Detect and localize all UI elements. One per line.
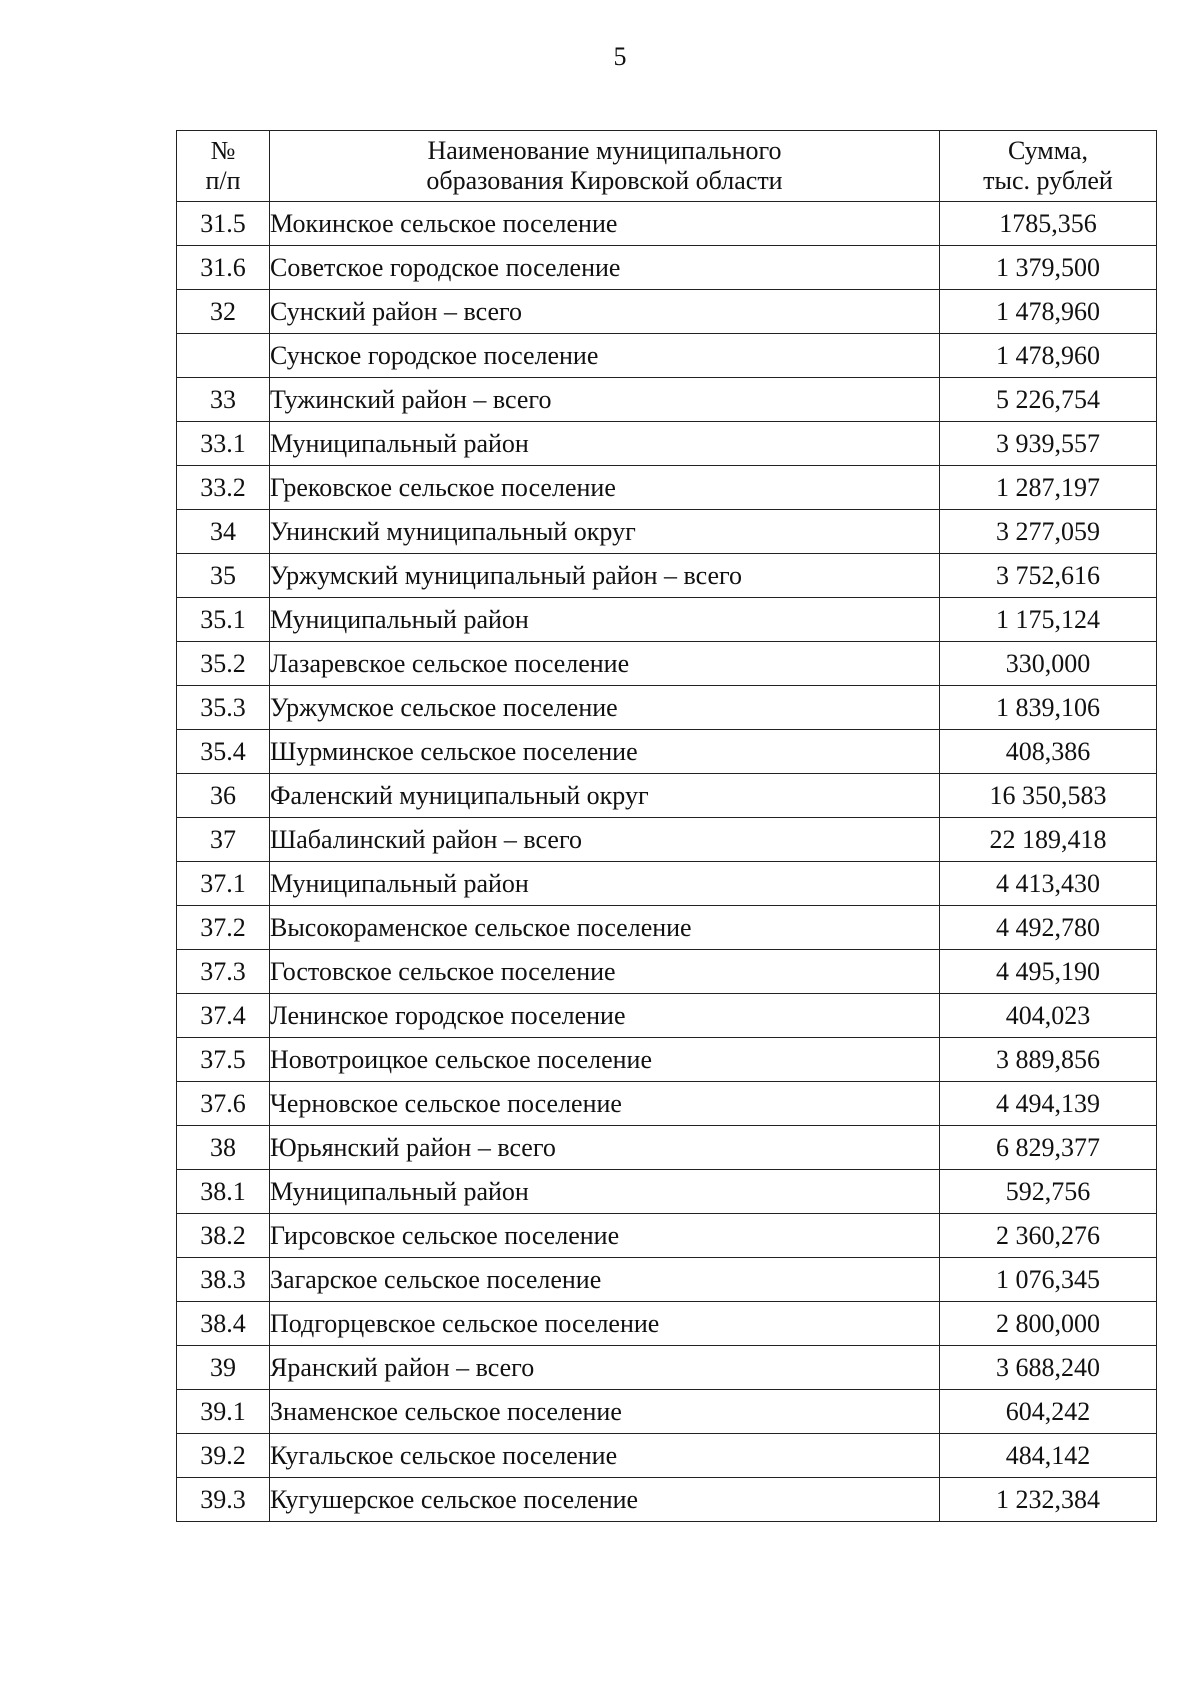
header-sum-line2: тыс. рублей bbox=[983, 166, 1113, 195]
row-number: 35.3 bbox=[177, 686, 270, 730]
municipality-name: Гостовское сельское поселение bbox=[270, 950, 940, 994]
header-number-line1: № bbox=[210, 136, 236, 165]
municipality-name: Высокораменское сельское поселение bbox=[270, 906, 940, 950]
row-number: 31.6 bbox=[177, 246, 270, 290]
amount-value: 1 478,960 bbox=[940, 334, 1157, 378]
municipality-name: Муниципальный район bbox=[270, 862, 940, 906]
row-number: 39.3 bbox=[177, 1478, 270, 1522]
municipality-name: Загарское сельское поселение bbox=[270, 1258, 940, 1302]
row-number: 33.2 bbox=[177, 466, 270, 510]
table-row bbox=[177, 1478, 1157, 1522]
municipality-name: Яранский район – всего bbox=[270, 1346, 940, 1390]
row-number: 38 bbox=[177, 1126, 270, 1170]
table-row bbox=[177, 1170, 1157, 1214]
table-row bbox=[177, 598, 1157, 642]
municipality-name: Шабалинский район – всего bbox=[270, 818, 940, 862]
amount-value: 1 287,197 bbox=[940, 466, 1157, 510]
table-row bbox=[177, 246, 1157, 290]
municipality-name: Уржумский муниципальный район – всего bbox=[270, 554, 940, 598]
table-row bbox=[177, 994, 1157, 1038]
amount-value: 3 889,856 bbox=[940, 1038, 1157, 1082]
table-header-row bbox=[177, 131, 1157, 202]
amount-value: 604,242 bbox=[940, 1390, 1157, 1434]
row-number: 31.5 bbox=[177, 202, 270, 246]
row-number: 35 bbox=[177, 554, 270, 598]
municipality-name: Грековское сельское поселение bbox=[270, 466, 940, 510]
table-row bbox=[177, 1346, 1157, 1390]
municipality-name: Шурминское сельское поселение bbox=[270, 730, 940, 774]
amount-value: 1785,356 bbox=[940, 202, 1157, 246]
amount-value: 1 478,960 bbox=[940, 290, 1157, 334]
municipality-name: Советское городское поселение bbox=[270, 246, 940, 290]
municipality-name: Унинский муниципальный округ bbox=[270, 510, 940, 554]
amount-value: 592,756 bbox=[940, 1170, 1157, 1214]
municipality-name: Гирсовское сельское поселение bbox=[270, 1214, 940, 1258]
header-name-line2: образования Кировской области bbox=[426, 166, 783, 195]
municipality-name: Кугушерское сельское поселение bbox=[270, 1478, 940, 1522]
amount-value: 1 232,384 bbox=[940, 1478, 1157, 1522]
header-name bbox=[270, 131, 940, 202]
amount-value: 3 939,557 bbox=[940, 422, 1157, 466]
municipality-name: Фаленский муниципальный округ bbox=[270, 774, 940, 818]
municipality-name: Юрьянский район – всего bbox=[270, 1126, 940, 1170]
header-name-line1: Наименование муниципального bbox=[427, 136, 782, 165]
amount-value: 1 379,500 bbox=[940, 246, 1157, 290]
row-number: 38.4 bbox=[177, 1302, 270, 1346]
row-number: 32 bbox=[177, 290, 270, 334]
municipality-name: Уржумское сельское поселение bbox=[270, 686, 940, 730]
municipality-name: Муниципальный район bbox=[270, 422, 940, 466]
row-number: 38.1 bbox=[177, 1170, 270, 1214]
amount-value: 3 752,616 bbox=[940, 554, 1157, 598]
table-row bbox=[177, 730, 1157, 774]
amount-value: 330,000 bbox=[940, 642, 1157, 686]
table-row bbox=[177, 1302, 1157, 1346]
municipality-name: Лазаревское сельское поселение bbox=[270, 642, 940, 686]
table-row bbox=[177, 554, 1157, 598]
row-number: 38.2 bbox=[177, 1214, 270, 1258]
table-row bbox=[177, 818, 1157, 862]
row-number: 37.4 bbox=[177, 994, 270, 1038]
municipality-name: Черновское сельское поселение bbox=[270, 1082, 940, 1126]
amount-value: 4 494,139 bbox=[940, 1082, 1157, 1126]
table-row bbox=[177, 1082, 1157, 1126]
amount-value: 4 492,780 bbox=[940, 906, 1157, 950]
table-row bbox=[177, 686, 1157, 730]
municipality-name: Знаменское сельское поселение bbox=[270, 1390, 940, 1434]
table-row bbox=[177, 290, 1157, 334]
row-number: 34 bbox=[177, 510, 270, 554]
row-number: 38.3 bbox=[177, 1258, 270, 1302]
municipality-name: Мокинское сельское поселение bbox=[270, 202, 940, 246]
table-row bbox=[177, 510, 1157, 554]
table-row bbox=[177, 642, 1157, 686]
row-number: 37.1 bbox=[177, 862, 270, 906]
row-number: 39.2 bbox=[177, 1434, 270, 1478]
table-row bbox=[177, 1126, 1157, 1170]
municipality-name: Сунский район – всего bbox=[270, 290, 940, 334]
row-number: 37.2 bbox=[177, 906, 270, 950]
municipality-name: Подгорцевское сельское поселение bbox=[270, 1302, 940, 1346]
row-number: 33.1 bbox=[177, 422, 270, 466]
table-row bbox=[177, 774, 1157, 818]
table-row bbox=[177, 466, 1157, 510]
table-row bbox=[177, 202, 1157, 246]
amount-value: 22 189,418 bbox=[940, 818, 1157, 862]
header-sum-line1: Сумма, bbox=[1007, 136, 1089, 165]
amount-value: 1 175,124 bbox=[940, 598, 1157, 642]
amount-value: 3 688,240 bbox=[940, 1346, 1157, 1390]
row-number: 35.1 bbox=[177, 598, 270, 642]
row-number: 37.3 bbox=[177, 950, 270, 994]
table-row bbox=[177, 334, 1157, 378]
table-row bbox=[177, 1390, 1157, 1434]
amount-value: 408,386 bbox=[940, 730, 1157, 774]
amount-value: 4 413,430 bbox=[940, 862, 1157, 906]
amount-value: 2 360,276 bbox=[940, 1214, 1157, 1258]
table-row bbox=[177, 378, 1157, 422]
row-number: 37.6 bbox=[177, 1082, 270, 1126]
row-number bbox=[177, 334, 270, 378]
header-number bbox=[177, 131, 270, 202]
row-number: 37.5 bbox=[177, 1038, 270, 1082]
row-number: 37 bbox=[177, 818, 270, 862]
allocation-table bbox=[176, 130, 1157, 1522]
municipality-name: Кугальское сельское поселение bbox=[270, 1434, 940, 1478]
amount-value: 2 800,000 bbox=[940, 1302, 1157, 1346]
municipality-name: Муниципальный район bbox=[270, 598, 940, 642]
header-number-line2: п/п bbox=[205, 166, 241, 195]
municipality-name: Ленинское городское поселение bbox=[270, 994, 940, 1038]
row-number: 35.2 bbox=[177, 642, 270, 686]
amount-value: 404,023 bbox=[940, 994, 1157, 1038]
amount-value: 16 350,583 bbox=[940, 774, 1157, 818]
municipality-name: Муниципальный район bbox=[270, 1170, 940, 1214]
amount-value: 1 839,106 bbox=[940, 686, 1157, 730]
table-row bbox=[177, 950, 1157, 994]
row-number: 39 bbox=[177, 1346, 270, 1390]
municipality-name: Сунское городское поселение bbox=[270, 334, 940, 378]
row-number: 33 bbox=[177, 378, 270, 422]
amount-value: 6 829,377 bbox=[940, 1126, 1157, 1170]
table-row bbox=[177, 422, 1157, 466]
header-sum bbox=[940, 131, 1157, 202]
amount-value: 5 226,754 bbox=[940, 378, 1157, 422]
page-number: 5 bbox=[613, 42, 627, 71]
row-number: 35.4 bbox=[177, 730, 270, 774]
amount-value: 3 277,059 bbox=[940, 510, 1157, 554]
amount-value: 4 495,190 bbox=[940, 950, 1157, 994]
table-row bbox=[177, 1038, 1157, 1082]
table-body bbox=[177, 202, 1157, 1522]
municipality-name: Новотроицкое сельское поселение bbox=[270, 1038, 940, 1082]
row-number: 39.1 bbox=[177, 1390, 270, 1434]
municipality-name: Тужинский район – всего bbox=[270, 378, 940, 422]
table-row bbox=[177, 1214, 1157, 1258]
table-row bbox=[177, 906, 1157, 950]
table-row bbox=[177, 862, 1157, 906]
table-row bbox=[177, 1434, 1157, 1478]
amount-value: 484,142 bbox=[940, 1434, 1157, 1478]
table-row bbox=[177, 1258, 1157, 1302]
amount-value: 1 076,345 bbox=[940, 1258, 1157, 1302]
row-number: 36 bbox=[177, 774, 270, 818]
